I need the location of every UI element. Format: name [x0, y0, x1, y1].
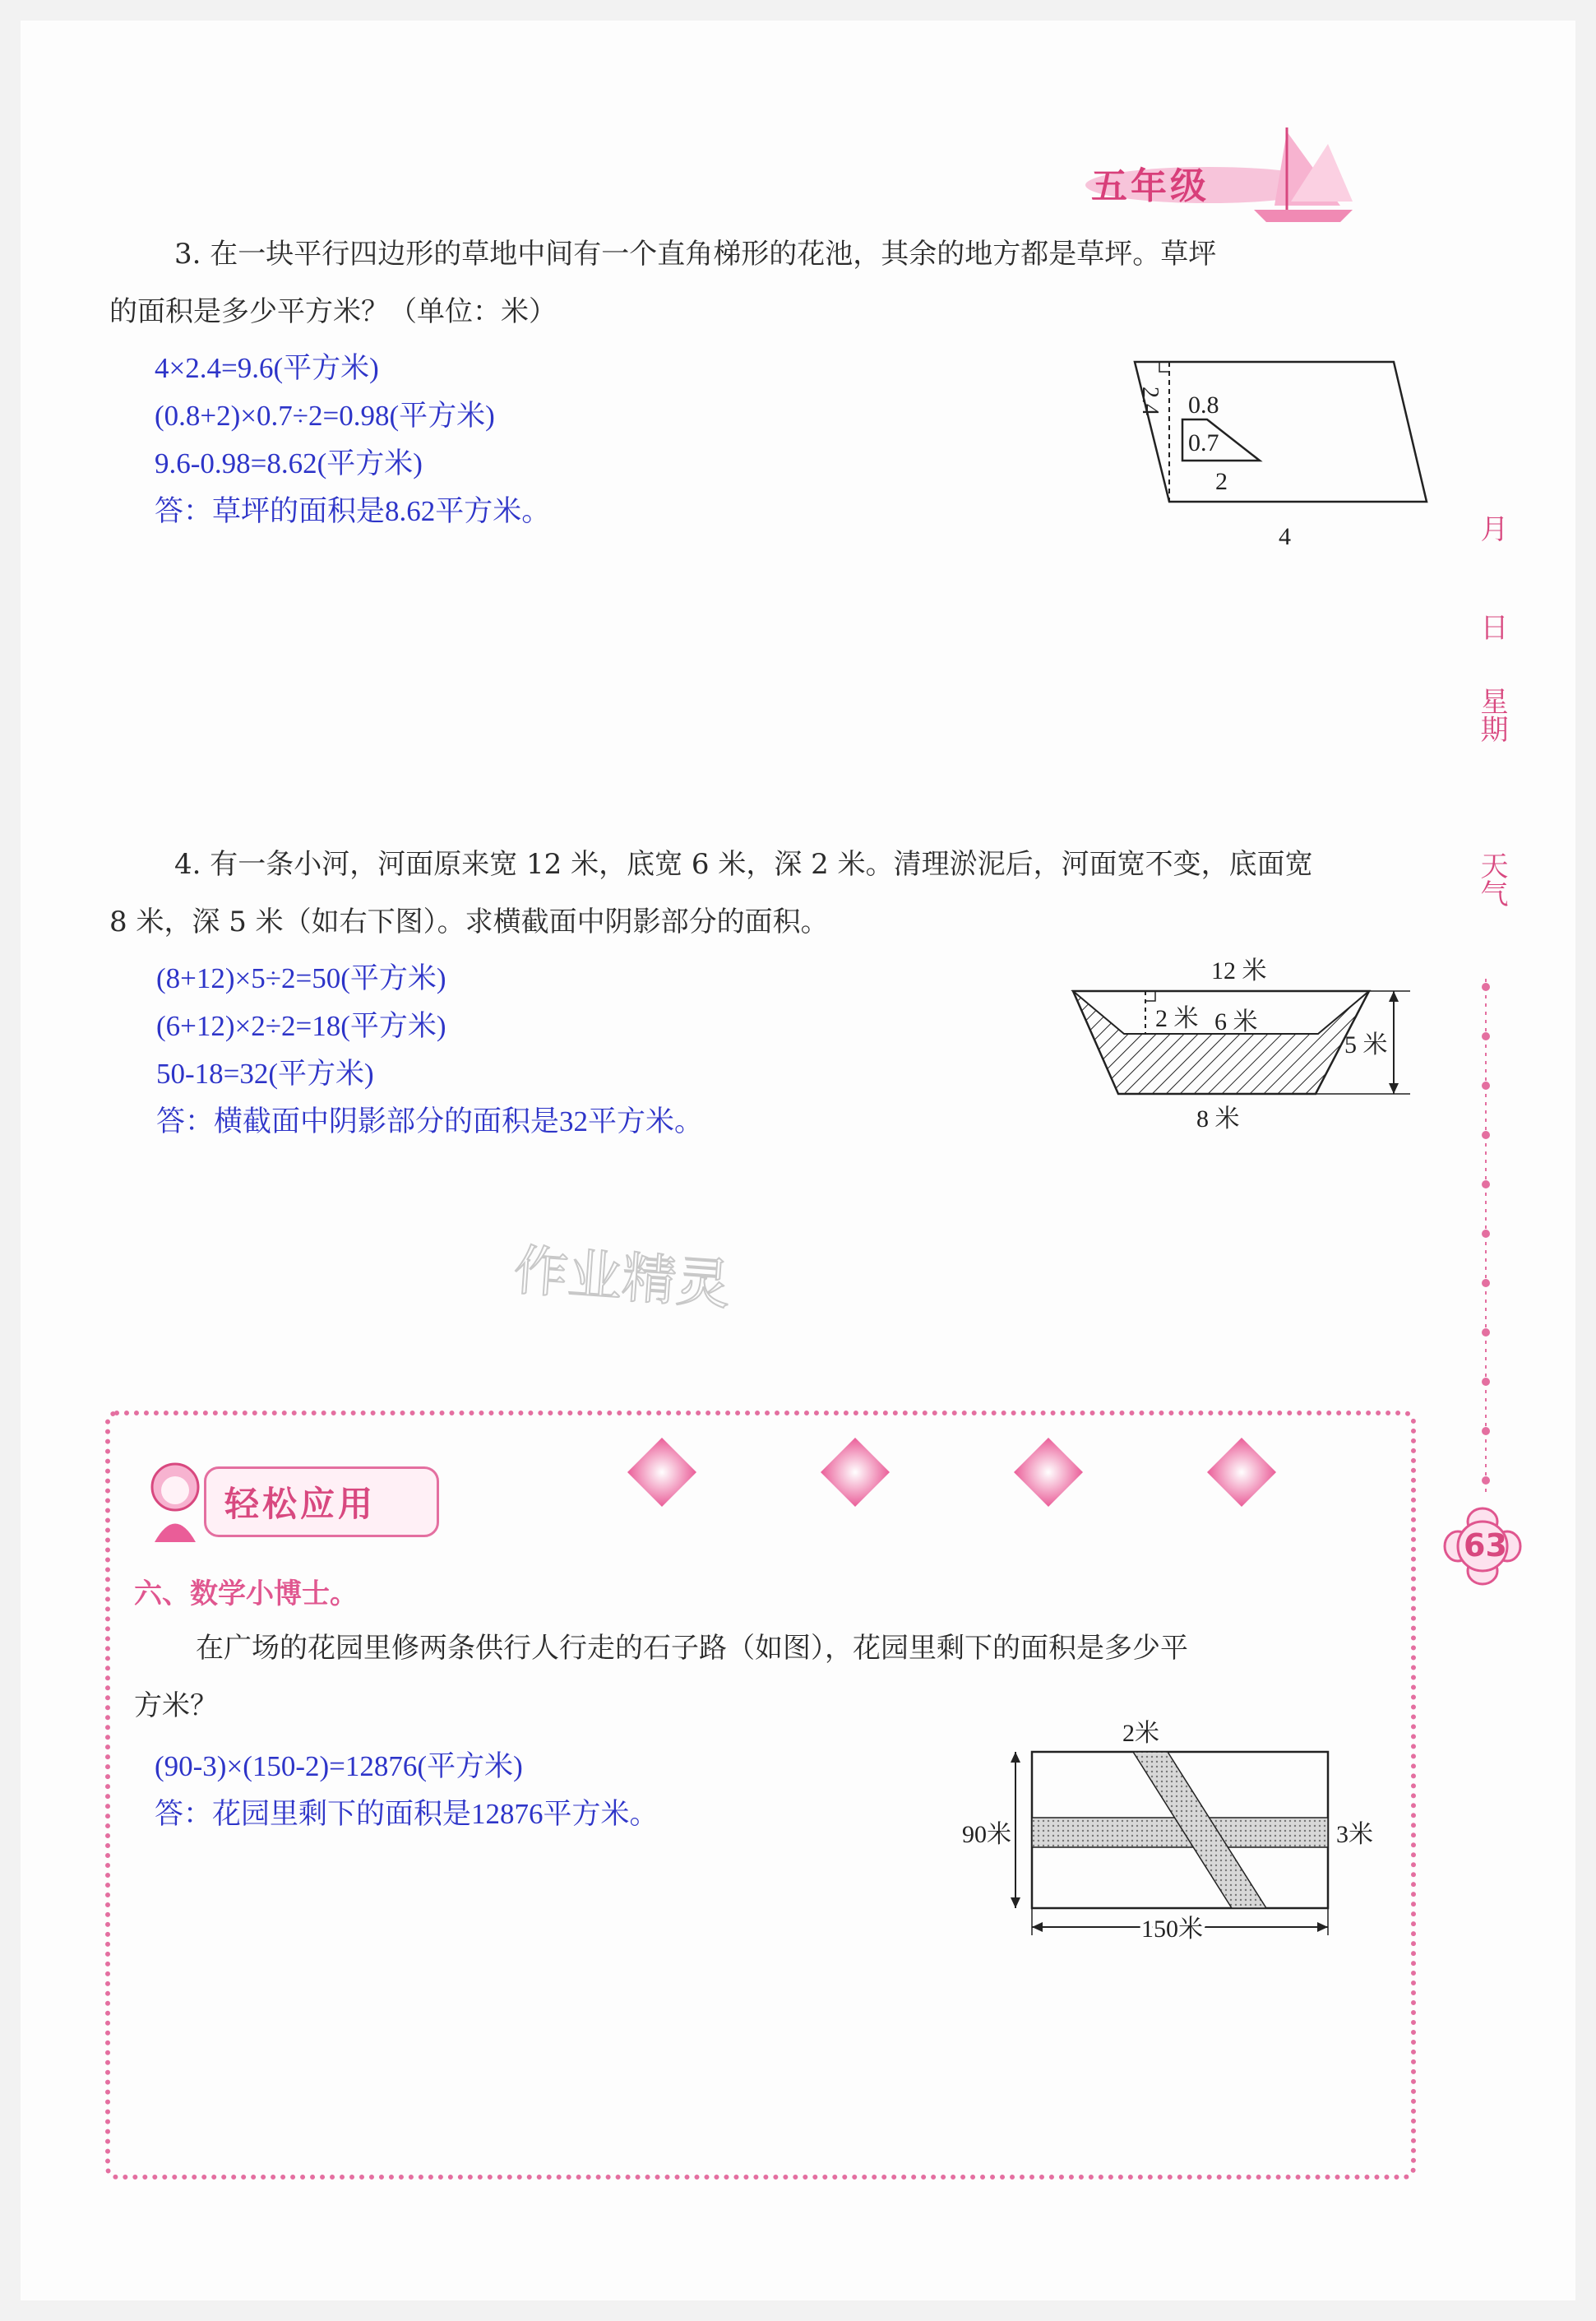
sidebar-weekday: 星期 — [1475, 687, 1508, 743]
garden-label-width: 150米 — [1141, 1916, 1203, 1943]
diamond-icon — [1207, 1438, 1276, 1507]
section-answer-2: 答：花园里剩下的面积是12876平方米。 — [155, 1798, 659, 1830]
q4-label-small-bottom: 6 米 — [1214, 1008, 1258, 1035]
q3-text-line1: 3. 在一块平行四边形的草地中间有一个直角梯形的花池，其余的地方都是草坪。草坪 — [174, 238, 1217, 271]
q3-figure — [1110, 337, 1455, 576]
section-text-line2: 方米？ — [134, 1689, 218, 1722]
watermark: 作业精灵 — [511, 1238, 733, 1318]
q3-label-bottom: 2 — [1215, 468, 1228, 495]
q3-answer-1: 4×2.4=9.6(平方米) — [155, 352, 379, 384]
q4-answer-4: 答：横截面中阴影部分的面积是32平方米。 — [156, 1105, 704, 1137]
banner-label: 轻松应用 — [224, 1484, 377, 1524]
sidebar-month: 月 — [1475, 514, 1508, 542]
q4-answer-2: (6+12)×2÷2=18(平方米) — [156, 1010, 446, 1042]
q4-answer-3: 50-18=32(平方米) — [156, 1058, 374, 1090]
q3-answer-2: (0.8+2)×0.7÷2=0.98(平方米) — [155, 400, 495, 432]
girl-icon — [142, 1456, 208, 1546]
q3-label-mid: 0.7 — [1188, 429, 1219, 456]
diamond-icon — [1014, 1438, 1083, 1507]
q3-label-base: 4 — [1279, 523, 1291, 550]
section-heading: 六、数学小博士。 — [134, 1577, 358, 1610]
garden-figure — [962, 1715, 1423, 1962]
decor-diamonds — [621, 1431, 1361, 1522]
q4-label-bottom: 8 米 — [1196, 1105, 1240, 1133]
q3-answer-4: 答：草坪的面积是8.62平方米。 — [155, 495, 551, 527]
workbook-page — [21, 21, 1575, 2300]
q3-label-top: 0.8 — [1188, 391, 1219, 419]
garden-label-height: 90米 — [962, 1821, 1011, 1848]
q4-figure — [1065, 929, 1451, 1143]
q4-label-top: 12 米 — [1211, 957, 1267, 984]
garden-label-road-right: 3米 — [1336, 1821, 1373, 1848]
sidebar-weather: 天气 — [1475, 851, 1508, 907]
garden-label-road-top: 2米 — [1122, 1720, 1159, 1747]
sidebar-vine — [1469, 979, 1502, 1497]
q4-answer-1: (8+12)×5÷2=50(平方米) — [156, 962, 446, 994]
grade-label: 五年级 — [1091, 165, 1210, 207]
q4-label-depth: 5 米 — [1344, 1031, 1388, 1059]
section-text-line1: 在广场的花园里修两条供行人行走的石子路（如图），花园里剩下的面积是多少平 — [196, 1632, 1188, 1665]
section-answer-1: (90-3)×(150-2)=12876(平方米) — [155, 1750, 523, 1782]
q4-text-line1: 4. 有一条小河，河面原来宽 12 米，底宽 6 米，深 2 米。清理淤泥后，河面宽不变，底面宽 — [174, 848, 1313, 881]
grade-badge — [1081, 119, 1369, 234]
q3-label-height: 2.4 — [1137, 387, 1163, 415]
page-number: 63 — [1464, 1527, 1507, 1564]
banner — [204, 1466, 439, 1537]
parallelogram — [1135, 362, 1427, 502]
q3-answer-3: 9.6-0.98=8.62(平方米) — [155, 447, 423, 479]
diamond-icon — [821, 1438, 890, 1507]
q3-text-line2: 的面积是多少平方米？（单位：米） — [109, 295, 557, 328]
q4-text-line2: 8 米，深 5 米（如右下图）。求横截面中阴影部分的面积。 — [109, 906, 829, 938]
sidebar-day: 日 — [1475, 613, 1508, 641]
diamond-icon — [627, 1438, 696, 1507]
q4-label-small-depth: 2 米 — [1155, 1005, 1199, 1032]
